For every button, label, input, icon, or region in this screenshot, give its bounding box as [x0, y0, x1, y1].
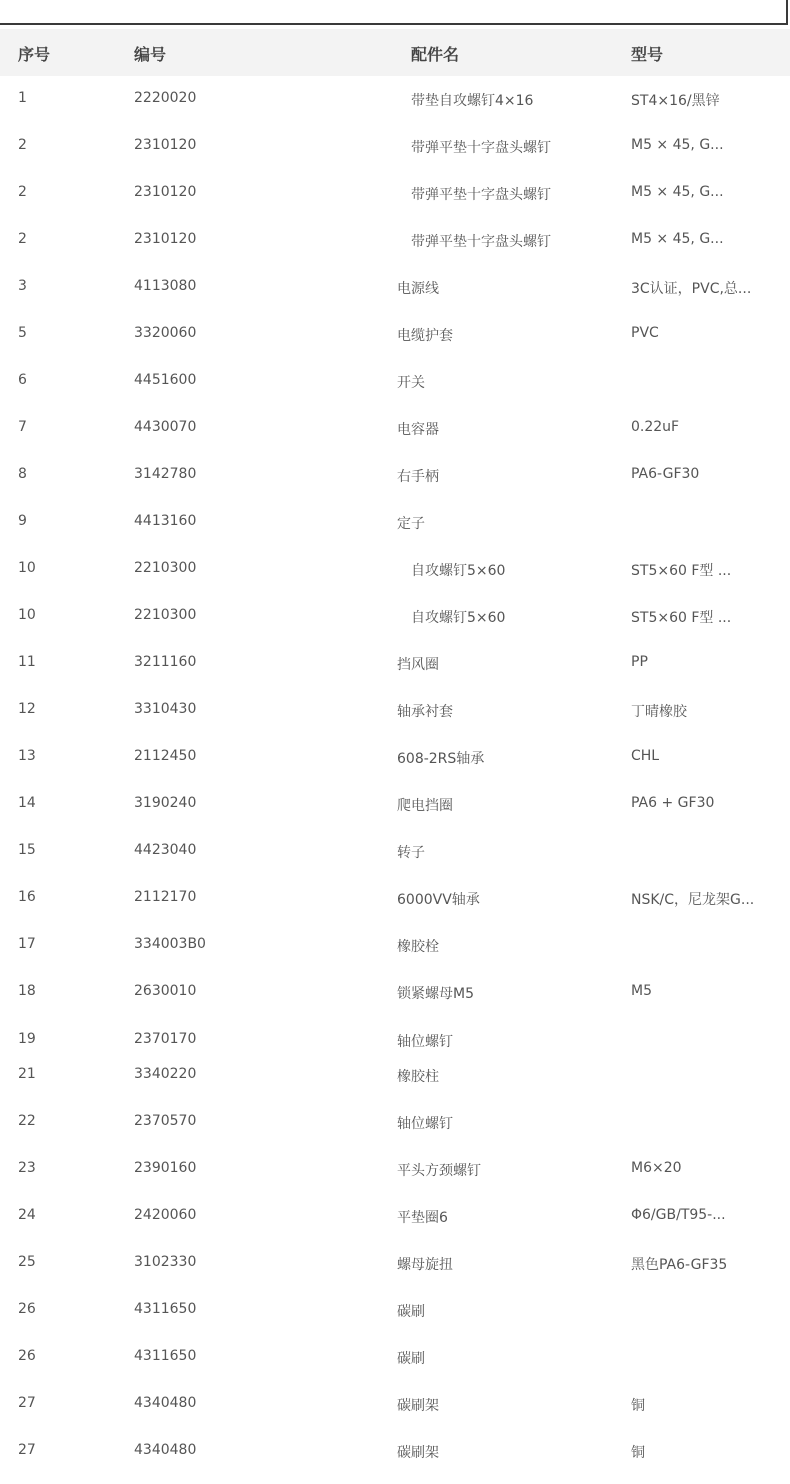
cell-code: 3340220: [134, 1066, 197, 1082]
cell-model: PP: [631, 654, 648, 670]
cell-code: 2420060: [134, 1207, 197, 1223]
cell-part-name: 碳刷: [397, 1351, 425, 1367]
cell-seq: 8: [18, 466, 27, 482]
cell-code: 3190240: [134, 795, 197, 811]
cell-part-name: 自攻螺钉5×60: [411, 563, 506, 579]
cell-seq: 22: [18, 1113, 36, 1129]
cell-part-name: 碳刷架: [397, 1445, 439, 1461]
table-row: [0, 1207, 790, 1231]
table-row: [0, 184, 790, 208]
cell-model: 3C认证，PVC,总...: [631, 281, 752, 297]
cell-code: 2390160: [134, 1160, 197, 1176]
cell-seq: 16: [18, 889, 36, 905]
cell-seq: 1: [18, 90, 27, 106]
cell-part-name: 碳刷: [397, 1304, 425, 1320]
cell-code: 3310430: [134, 701, 197, 717]
table-row: [0, 372, 790, 396]
header-seq: 序号: [18, 45, 51, 64]
table-row: [0, 560, 790, 584]
cell-seq: 5: [18, 325, 27, 341]
cell-part-name: 带垫自攻螺钉4×16: [411, 93, 534, 109]
header-model: 型号: [631, 45, 664, 64]
cell-code: 2112450: [134, 748, 197, 764]
cell-seq: 10: [18, 607, 36, 623]
cell-seq: 3: [18, 278, 27, 294]
table-row: [0, 748, 790, 772]
table-row: [0, 231, 790, 255]
cell-model: PA6-GF30: [631, 466, 700, 482]
table-row: [0, 1066, 790, 1090]
cell-seq: 23: [18, 1160, 36, 1176]
header-code: 编号: [134, 45, 167, 64]
table-row: [0, 1348, 790, 1372]
cell-part-name: 轴承衬套: [397, 704, 453, 720]
cell-code: 2112170: [134, 889, 197, 905]
cell-seq: 10: [18, 560, 36, 576]
cell-code: 2210300: [134, 560, 197, 576]
table-row: [0, 889, 790, 913]
table-row: [0, 701, 790, 725]
cell-model: 0.22uF: [631, 419, 680, 435]
cell-code: 4113080: [134, 278, 197, 294]
cell-model: PVC: [631, 325, 659, 341]
cell-part-name: 6000VV轴承: [397, 892, 480, 908]
cell-model: 铜: [631, 1398, 645, 1414]
cell-model: 丁晴橡胶: [631, 704, 687, 720]
cell-code: 4311650: [134, 1348, 197, 1364]
cell-part-name: 带弹平垫十字盘头螺钉: [411, 140, 551, 156]
cell-code: 2310120: [134, 184, 197, 200]
cell-code: 4340480: [134, 1395, 197, 1411]
cell-code: 2370570: [134, 1113, 197, 1129]
cell-code: 4311650: [134, 1301, 197, 1317]
cell-seq: 25: [18, 1254, 36, 1270]
cell-seq: 6: [18, 372, 27, 388]
table-row: [0, 1031, 790, 1055]
cell-part-name: 挡风圈: [397, 657, 439, 673]
cell-part-name: 开关: [397, 375, 425, 391]
table-row: [0, 607, 790, 631]
cell-code: 4340480: [134, 1442, 197, 1458]
cell-seq: 9: [18, 513, 27, 529]
top-input-box: [0, 0, 788, 25]
cell-seq: 7: [18, 419, 27, 435]
cell-code: 2210300: [134, 607, 197, 623]
cell-code: 2310120: [134, 231, 197, 247]
cell-code: 2630010: [134, 983, 197, 999]
table-row: [0, 654, 790, 678]
cell-code: 2370170: [134, 1031, 197, 1047]
cell-model: NSK/C，尼龙架G...: [631, 892, 755, 908]
cell-seq: 24: [18, 1207, 36, 1223]
cell-model: M5 × 45, G...: [631, 137, 724, 153]
cell-model: ST5×60 F型 ...: [631, 563, 732, 579]
table-row: [0, 419, 790, 443]
cell-seq: 2: [18, 137, 27, 153]
cell-model: M5: [631, 983, 652, 999]
table-row: [0, 278, 790, 302]
cell-part-name: 轴位螺钉: [397, 1034, 453, 1050]
cell-part-name: 转子: [397, 845, 425, 861]
cell-seq: 12: [18, 701, 36, 717]
table-row: [0, 466, 790, 490]
cell-seq: 19: [18, 1031, 36, 1047]
cell-code: 334003B0: [134, 936, 206, 952]
cell-part-name: 自攻螺钉5×60: [411, 610, 506, 626]
cell-part-name: 平垫圈6: [397, 1210, 448, 1226]
cell-seq: 15: [18, 842, 36, 858]
cell-code: 2310120: [134, 137, 197, 153]
table-row: [0, 1254, 790, 1278]
cell-part-name: 电缆护套: [397, 328, 453, 344]
cell-model: Φ6/GB/T95-...: [631, 1207, 726, 1223]
cell-code: 4413160: [134, 513, 197, 529]
cell-part-name: 右手柄: [397, 469, 439, 485]
table-row: [0, 1442, 790, 1466]
table-row: [0, 325, 790, 349]
cell-model: ST4×16/黑锌: [631, 93, 720, 109]
cell-code: 3320060: [134, 325, 197, 341]
cell-model: M5 × 45, G...: [631, 231, 724, 247]
table-row: [0, 90, 790, 114]
table-row: [0, 983, 790, 1007]
table-row: [0, 936, 790, 960]
table-row: [0, 513, 790, 537]
table-header: [0, 29, 790, 76]
cell-code: 4423040: [134, 842, 197, 858]
cell-code: 3102330: [134, 1254, 197, 1270]
cell-part-name: 爬电挡圈: [397, 798, 453, 814]
cell-model: ST5×60 F型 ...: [631, 610, 732, 626]
table-row: [0, 1160, 790, 1184]
cell-code: 2220020: [134, 90, 197, 106]
table-row: [0, 1301, 790, 1325]
cell-part-name: 608-2RS轴承: [397, 751, 485, 767]
cell-seq: 27: [18, 1395, 36, 1411]
cell-code: 3142780: [134, 466, 197, 482]
cell-code: 4430070: [134, 419, 197, 435]
cell-part-name: 平头方颈螺钉: [397, 1163, 481, 1179]
table-row: [0, 1395, 790, 1419]
table-row: [0, 137, 790, 161]
cell-part-name: 带弹平垫十字盘头螺钉: [411, 187, 551, 203]
cell-seq: 21: [18, 1066, 36, 1082]
cell-seq: 17: [18, 936, 36, 952]
table-row: [0, 795, 790, 819]
cell-part-name: 碳刷架: [397, 1398, 439, 1414]
cell-model: 铜: [631, 1445, 645, 1461]
table-row: [0, 1113, 790, 1137]
header-part-name: 配件名: [411, 45, 460, 64]
cell-seq: 26: [18, 1301, 36, 1317]
cell-seq: 26: [18, 1348, 36, 1364]
cell-seq: 18: [18, 983, 36, 999]
cell-seq: 2: [18, 231, 27, 247]
cell-part-name: 电源线: [397, 281, 439, 297]
table-row: [0, 842, 790, 866]
cell-part-name: 橡胶柱: [397, 1069, 439, 1085]
cell-part-name: 螺母旋扭: [397, 1257, 453, 1273]
cell-part-name: 橡胶栓: [397, 939, 439, 955]
cell-part-name: 带弹平垫十字盘头螺钉: [411, 234, 551, 250]
cell-seq: 14: [18, 795, 36, 811]
cell-part-name: 定子: [397, 516, 425, 532]
cell-part-name: 电容器: [397, 422, 439, 438]
cell-part-name: 轴位螺钉: [397, 1116, 453, 1132]
cell-model: 黑色PA6-GF35: [631, 1257, 728, 1273]
cell-model: CHL: [631, 748, 660, 764]
cell-model: M6×20: [631, 1160, 682, 1176]
cell-part-name: 锁紧螺母M5: [397, 986, 474, 1002]
cell-code: 4451600: [134, 372, 197, 388]
cell-seq: 11: [18, 654, 36, 670]
cell-seq: 27: [18, 1442, 36, 1458]
cell-seq: 2: [18, 184, 27, 200]
cell-model: PA6 + GF30: [631, 795, 715, 811]
cell-model: M5 × 45, G...: [631, 184, 724, 200]
cell-seq: 13: [18, 748, 36, 764]
parts-table: [0, 29, 790, 76]
cell-code: 3211160: [134, 654, 197, 670]
